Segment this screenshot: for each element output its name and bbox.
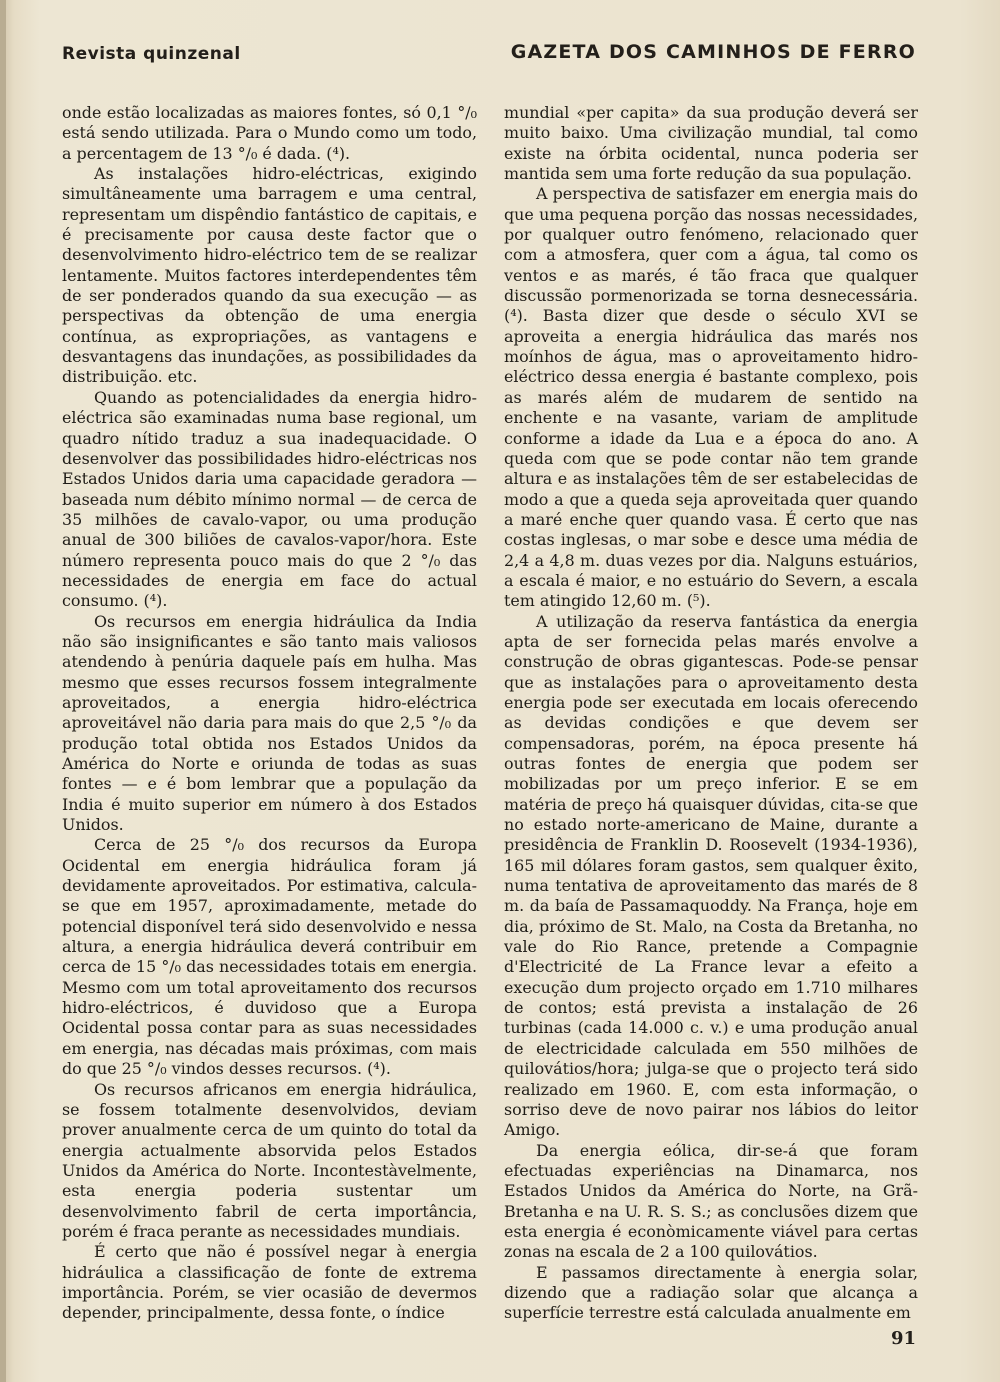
- paragraph: É certo que não é possível negar à energia hidráulica a classificação de fonte de extrema importância. Porém, se vier ocasião de devermos depender, principalmente, dessa fonte, o índice: [62, 1242, 477, 1323]
- page-number: 91: [890, 1328, 916, 1349]
- paragraph: Os recursos em energia hidráulica da India não são insignificantes e são tanto mais valiosos atendendo à penúria daquele país em hulha. Mas mesmo que esses recursos fossem integralmente aproveitados, a energia hidro-eléctrica aproveitável não daria para mais do que 2,5 °/₀ da produção total obtida nos Estados Unidos da América do Norte e oriunda de todas as suas fontes — e é bom lembrar que a população da India é muito superior em número à dos Estados Unidos.: [62, 611, 477, 835]
- paragraph: As instalações hidro-eléctricas, exigindo simultâneamente uma barragem e uma central, representam um dispêndio fantástico de capitais, e é precisamente por causa deste factor que o desenvolvimento hidro-eléctrico tem de se realizar lentamente. Muitos factores interdependentes têm de ser ponderados quando da sua execução — as perspectivas da obtenção de uma energia contínua, as expropriações, as vantagens e desvantagens das inundações, as possibilidades da distribuição. etc.: [62, 164, 477, 387]
- paragraph: Quando as potencialidades da energia hidro-eléctrica são examinadas numa base regional, um quadro nítido traduz a sua inadequacidade. O desenvolver das possibilidades hidro-eléctricas nos Estados Unidos daria uma capacidade geradora — baseada num débito mínimo normal — de cerca de 35 milhões de cavalo-vapor, ou uma produção anual de 300 biliões de cavalos-vapor/hora. Este número representa pouco mais do que 2 °/₀ das necessidades de energia em face do actual consumo. (⁴).: [62, 387, 477, 611]
- paragraph: E passamos directamente à energia solar, dizendo que a radiação solar que alcança a superfície terrestre está calculada anualmente em: [504, 1262, 918, 1323]
- paragraph: Os recursos africanos em energia hidráulica, se fossem totalmente desenvolvidos, deviam prover anualmente cerca de um quinto do total da energia actualmente absorvida pelos Estados Unidos da América do Norte. Incontestàvelmente, esta energia poderia sustentar um desenvolvimento fabril de certa importância, porém é fraca perante as necessidades mundiais.: [62, 1079, 477, 1241]
- running-header: [62, 38, 916, 68]
- header-periodicity: Revista quinzenal: [62, 44, 241, 64]
- paragraph: Da energia eólica, dir-se-á que foram efectuadas experiências na Dinamarca, nos Estados Unidos da América do Norte, na Grã-Bretanha e na U. R. S. S.; as conclusões dizem que esta energia é econòmicamente viável para certas zonas na escala de 2 a 100 quilovátios.: [504, 1140, 918, 1262]
- paragraph: Cerca de 25 °/₀ dos recursos da Europa Ocidental em energia hidráulica foram já devidamente aproveitados. Por estimativa, calcula-se que em 1957, aproximadamente, metade do potencial disponível terá sido desenvolvido e nessa altura, a energia hidráulica deverá contribuir em cerca de 15 °/₀ das necessidades totais em energia. Mesmo com um total aproveitamento dos recursos hidro-eléctricos, é duvidoso que a Europa Ocidental possa contar para as suas necessidades em energia, nas décadas mais próximas, com mais do que 25 °/₀ vindos desses recursos. (⁴).: [62, 835, 477, 1079]
- paragraph: A perspectiva de satisfazer em energia mais do que uma pequena porção das nossas necessidades, por qualquer outro fenómeno, relacionado quer com a atmosfera, quer com a água, tal como os ventos e as marés, é tão fraca que qualquer discussão pormenorizada se torna desnecessária. (⁴). Basta dizer que desde o século XVI se aproveita a energia hidráulica das marés nos moínhos de água, mas o aproveitamento hidro-eléctrico dessa energia é bastante complexo, pois as marés além de mudarem de sentido na enchente e na vasante, variam de amplitude conforme a idade da Lua e a época do ano. A queda com que se pode contar não tem grande altura e as instalações têm de ser estabelecidas de modo a que a queda seja aproveitada quer quando a maré enche quer quando vasa. É certo que nas costas inglesas, o mar sobe e desce uma média de 2,4 a 4,8 m. duas vezes por dia. Nalguns estuários, a escala é maior, e no estuário do Severn, a escala tem atingido 12,60 m. (⁵).: [504, 184, 918, 611]
- header-publication-title: GAZETA DOS CAMINHOS DE FERRO: [510, 41, 916, 63]
- paragraph: A utilização da reserva fantástica da energia apta de ser fornecida pelas marés envolve a construção de obras gigantescas. Pode-se pensar que as instalações para o aproveitamento desta energia pode ser executada em locais oferecendo as devidas condições e que devem ser compensadoras, porém, na época presente há outras fontes de energia que podem ser mobilizadas por um preço inferior. E se em matéria de preço há quaisquer dúvidas, cita-se que no estado norte-americano de Maine, durante a presidência de Franklin D. Roosevelt (1934-1936), 165 mil dólares foram gastos, sem qualquer êxito, numa tentativa de aproveitamento das marés de 8 m. da baía de Passamaquoddy. Na França, hoje em dia, próximo de St. Malo, na Costa da Bretanha, no vale do Rio Rance, pretende a Compagnie d'Electricité de La France levar a efeito a execução dum projecto orçado em 1.710 milhares de contos; está prevista a instalação de 26 turbinas (cada 14.000 c. v.) e uma produção anual de electricidade calculada em 550 milhões de quilovátios/hora; julga-se que o projecto terá sido realizado em 1960. E, com esta informação, o sorriso deve de novo pairar nos lábios do leitor Amigo.: [504, 611, 918, 1140]
- left-text-column: [62, 103, 477, 1324]
- binding-edge: [0, 0, 6, 1382]
- paragraph: onde estão localizadas as maiores fontes, só 0,1 °/₀ está sendo utilizada. Para o Mundo como um todo, a percentagem de 13 °/₀ é dada. (⁴).: [62, 103, 477, 163]
- right-text-column: [504, 103, 918, 1324]
- paragraph: mundial «per capita» da sua produção deverá ser muito baixo. Uma civilização mundial, tal como existe na órbita ocidental, nunca poderia ser mantida sem uma forte redução da sua população.: [504, 103, 918, 184]
